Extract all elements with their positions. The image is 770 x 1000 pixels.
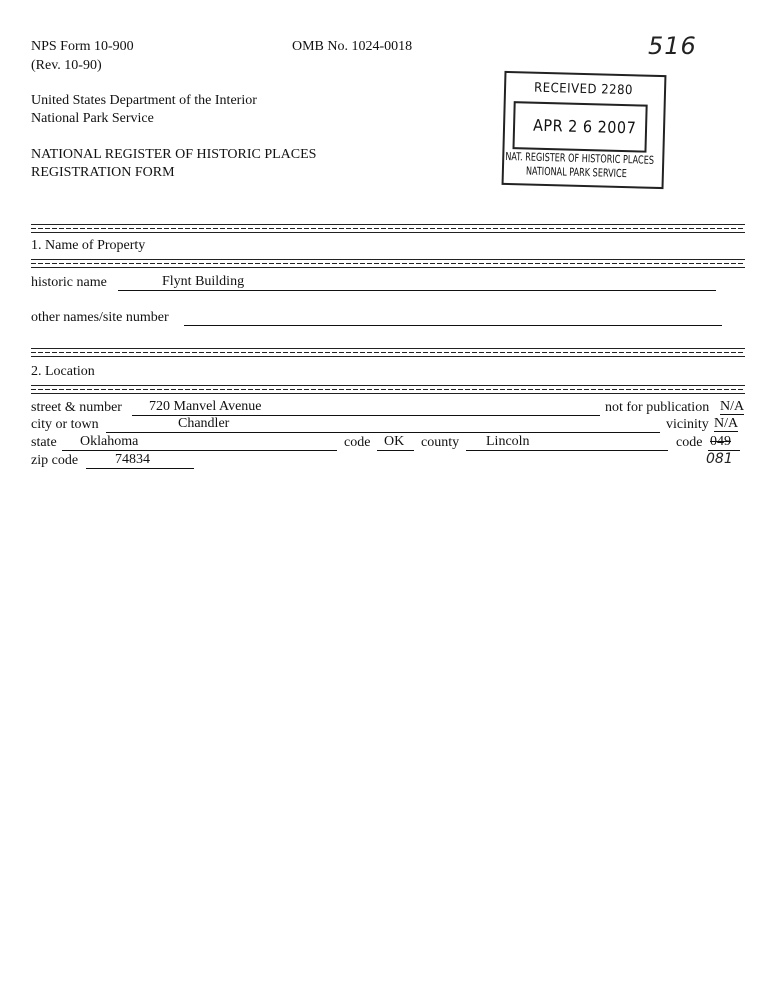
- section-divider: [31, 259, 745, 268]
- street-value: 720 Manvel Avenue: [149, 399, 262, 414]
- state-code-value: OK: [384, 434, 405, 449]
- county-code-correction: 081: [706, 451, 733, 467]
- section-divider: [31, 348, 745, 357]
- stamp-register-line: NAT. REGISTER OF HISTORIC PLACES: [505, 149, 655, 167]
- not-for-publication-value[interactable]: N/A: [720, 399, 745, 414]
- section1-heading: 1. Name of Property: [31, 238, 146, 253]
- zip-label: zip code: [31, 453, 79, 468]
- city-label: city or town: [31, 417, 99, 432]
- county-code-value: 049: [710, 434, 731, 449]
- other-names-label: other names/site number: [31, 310, 169, 325]
- section-divider: [31, 385, 745, 394]
- historic-name-label: historic name: [31, 275, 107, 290]
- form-title-line1: NATIONAL REGISTER OF HISTORIC PLACES: [31, 147, 317, 162]
- received-stamp: [502, 71, 667, 189]
- historic-name-value: Flynt Building: [162, 274, 245, 289]
- stamp-service-line: NATIONAL PARK SERVICE: [525, 164, 627, 181]
- stamp-date: APR 2 6 2007: [532, 115, 637, 138]
- stamp-date-box: [512, 101, 647, 152]
- zip-value: 74834: [115, 452, 150, 467]
- county-value: Lincoln: [486, 434, 530, 449]
- agency-name: National Park Service: [31, 111, 154, 126]
- vicinity-value[interactable]: N/A: [714, 416, 739, 431]
- state-label: state: [31, 435, 57, 450]
- county-code-label: code: [676, 435, 703, 450]
- other-names-field[interactable]: [184, 311, 722, 326]
- section-divider: [31, 224, 745, 233]
- form-revision: (Rev. 10-90): [31, 58, 102, 73]
- county-label: county: [421, 435, 460, 450]
- omb-number: OMB No. 1024-0018: [292, 39, 413, 54]
- state-value: Oklahoma: [80, 434, 139, 449]
- not-for-publication-label: not for publication: [605, 400, 710, 415]
- stamp-received: RECEIVED 2280: [533, 80, 634, 99]
- state-code-label: code: [344, 435, 371, 450]
- department-name: United States Department of the Interior: [31, 93, 257, 108]
- street-label: street & number: [31, 400, 122, 415]
- vicinity-label: vicinity: [666, 417, 709, 432]
- city-value: Chandler: [178, 416, 230, 431]
- section2-heading: 2. Location: [31, 364, 95, 379]
- form-number: NPS Form 10-900: [31, 39, 134, 54]
- handwritten-reference-number: 516: [648, 32, 697, 60]
- form-title-line2: REGISTRATION FORM: [31, 165, 175, 180]
